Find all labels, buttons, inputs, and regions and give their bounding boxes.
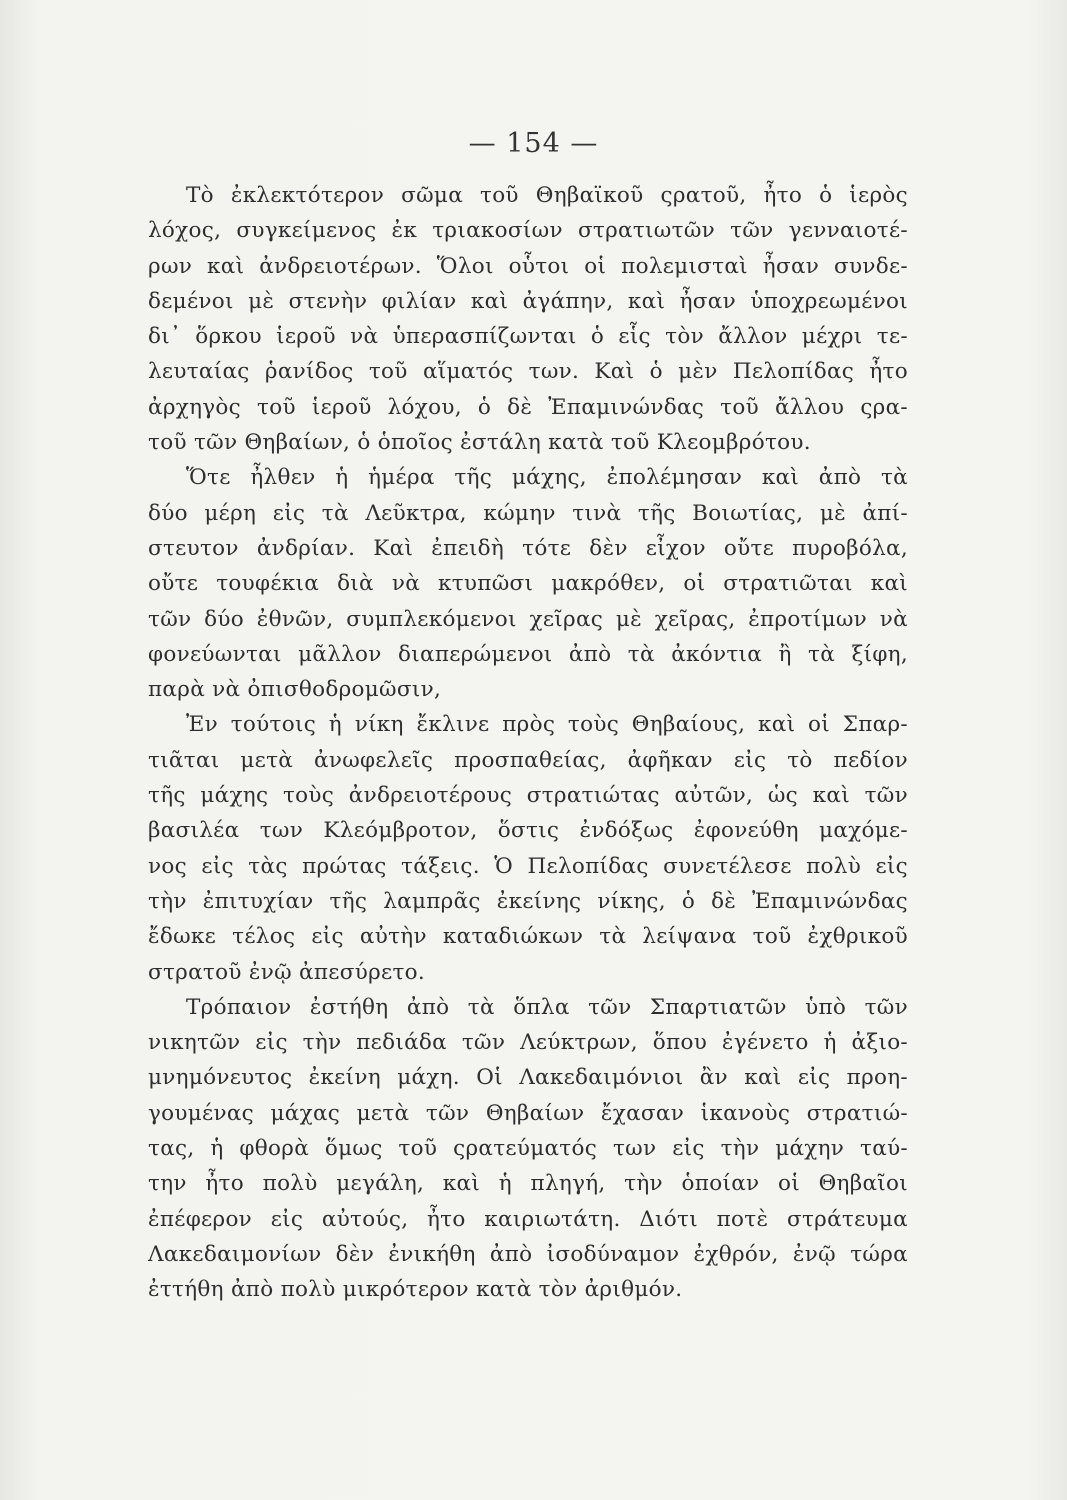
text-line: Ἐν τούτοις ἡ νίκη ἔκλινε πρὸς τοὺς Θηβαίους, καὶ οἱ Σπαρ- — [186, 712, 908, 738]
text-line: βασιλέα των Κλεόμβροτον, ὅστις ἐνδόξως ἐφονεύθη μαχόμε- — [148, 818, 908, 844]
text-line: λόχος, συγκείμενος ἐκ τριακοσίων στρατιωτῶν τῶν γενναιοτέ- — [148, 218, 908, 244]
text-line: τὴν ἐπιτυχίαν τῆς λαμπρᾶς ἐκείνης νίκης, ὁ δὲ Ἐπαμινώνδας — [148, 888, 908, 914]
text-line: νος εἰς τὰς πρώτας τάξεις. Ὁ Πελοπίδας συνετέλεσε πολὺ εἰς — [148, 853, 908, 879]
page-number: — 154 — — [468, 128, 599, 159]
text-line: νικητῶν εἰς τὴν πεδιάδα τῶν Λεύκτρων, ὅπου ἐγένετο ἡ ἀξιο- — [148, 1030, 908, 1056]
text-line: Λακεδαιμονίων δὲν ἐνικήθη ἀπὸ ἰσοδύναμον ἐχθρόν, ἐνῷ τώρα — [148, 1241, 908, 1267]
text-line: τας, ἡ φθορὰ ὅμως τοῦ ςρατεύματός των εἰς τὴν μάχην ταύ- — [148, 1136, 908, 1162]
text-line: Τὸ ἐκλεκτότερον σῶμα τοῦ Θηβαϊκοῦ ςρατοῦ, ἦτο ὁ ἱερὸς — [186, 183, 908, 208]
text-line: παρὰ νὰ ὀπισθοδρομῶσιν, — [148, 677, 442, 703]
text-line: δεμένοι μὲ στενὴν φιλίαν καὶ ἀγάπην, καὶ ἦσαν ὑποχρεωμένοι — [148, 288, 908, 314]
text-line: τῶν δύο ἐθνῶν, συμπλεκόμενοι χεῖρας μὲ χεῖρας, ἐπροτίμων νὰ — [148, 606, 908, 632]
text-line: στρατοῦ ἐνῷ ἀπεσύρετο. — [148, 959, 426, 985]
text-line: λευταίας ῥανίδος τοῦ αἵματός των. Καὶ ὁ μὲν Πελοπίδας ἦτο — [148, 359, 908, 385]
text-line: Τρόπαιον ἐστήθη ἀπὸ τὰ ὅπλα τῶν Σπαρτιατῶν ὑπὸ τῶν — [186, 994, 908, 1020]
text-line: γουμένας μάχας μετὰ τῶν Θηβαίων ἔχασαν ἱκανοὺς στρατιώ- — [148, 1100, 908, 1126]
text-line: δι᾽ ὅρκου ἱεροῦ νὰ ὑπερασπίζωνται ὁ εἷς τὸν ἄλλον μέχρι τε- — [148, 324, 908, 350]
text-line: οὔτε τουφέκια διὰ νὰ κτυπῶσι μακρόθεν, οἱ στρατιῶται καὶ — [148, 571, 908, 597]
text-line: την ἦτο πολὺ μεγάλη, καὶ ἡ πληγή, τὴν ὁποίαν οἱ Θηβαῖοι — [148, 1171, 908, 1197]
text-line: ἔδωκε τέλος εἰς αὐτὴν καταδιώκων τὰ λείψανα τοῦ ἐχθρικοῦ — [148, 924, 908, 950]
text-line: τοῦ τῶν Θηβαίων, ὁ ὁποῖος ἐστάλη κατὰ τοῦ Κλεομβρότου. — [148, 430, 811, 456]
text-line: τιᾶται μετὰ ἀνωφελεῖς προσπαθείας, ἀφῆκαν εἰς τὸ πεδίον — [148, 747, 908, 773]
body-text — [148, 178, 908, 1308]
text-line: στευτον ἀνδρίαν. Καὶ ἐπειδὴ τότε δὲν εἶχον οὔτε πυροβόλα, — [148, 535, 908, 561]
text-line: μνημόνευτος ἐκείνη μάχη. Οἱ Λακεδαιμόνιοι ἂν καὶ εἰς προη- — [148, 1065, 908, 1091]
text-line: ἀρχηγὸς τοῦ ἱεροῦ λόχου, ὁ δὲ Ἐπαμινώνδας τοῦ ἄλλου ςρα- — [148, 394, 908, 420]
text-line: δύο μέρη εἰς τὰ Λεῦκτρα, κώμην τινὰ τῆς Βοιωτίας, μὲ ἀπί- — [148, 500, 908, 526]
text-line: τῆς μάχης τοὺς ἀνδρειοτέρους στρατιώτας αὐτῶν, ὡς καὶ τῶν — [148, 783, 908, 809]
text-line: ἐπέφερον εἰς αὐτούς, ἦτο καιριωτάτη. Διότι ποτὲ στράτευμα — [148, 1206, 908, 1232]
text-line: ρων καὶ ἀνδρειοτέρων. Ὅλοι οὗτοι οἱ πολεμισταὶ ἦσαν συνδε- — [148, 253, 908, 279]
text-line: φονεύωνται μᾶλλον διαπερώμενοι ἀπὸ τὰ ἀκόντια ἢ τὰ ξίφη, — [148, 641, 908, 667]
text-line: Ὅτε ἦλθεν ἡ ἡμέρα τῆς μάχης, ἐπολέμησαν καὶ ἀπὸ τὰ — [186, 465, 908, 491]
text-line: ἐττήθη ἀπὸ πολὺ μικρότερον κατὰ τὸν ἀριθμόν. — [148, 1277, 683, 1303]
